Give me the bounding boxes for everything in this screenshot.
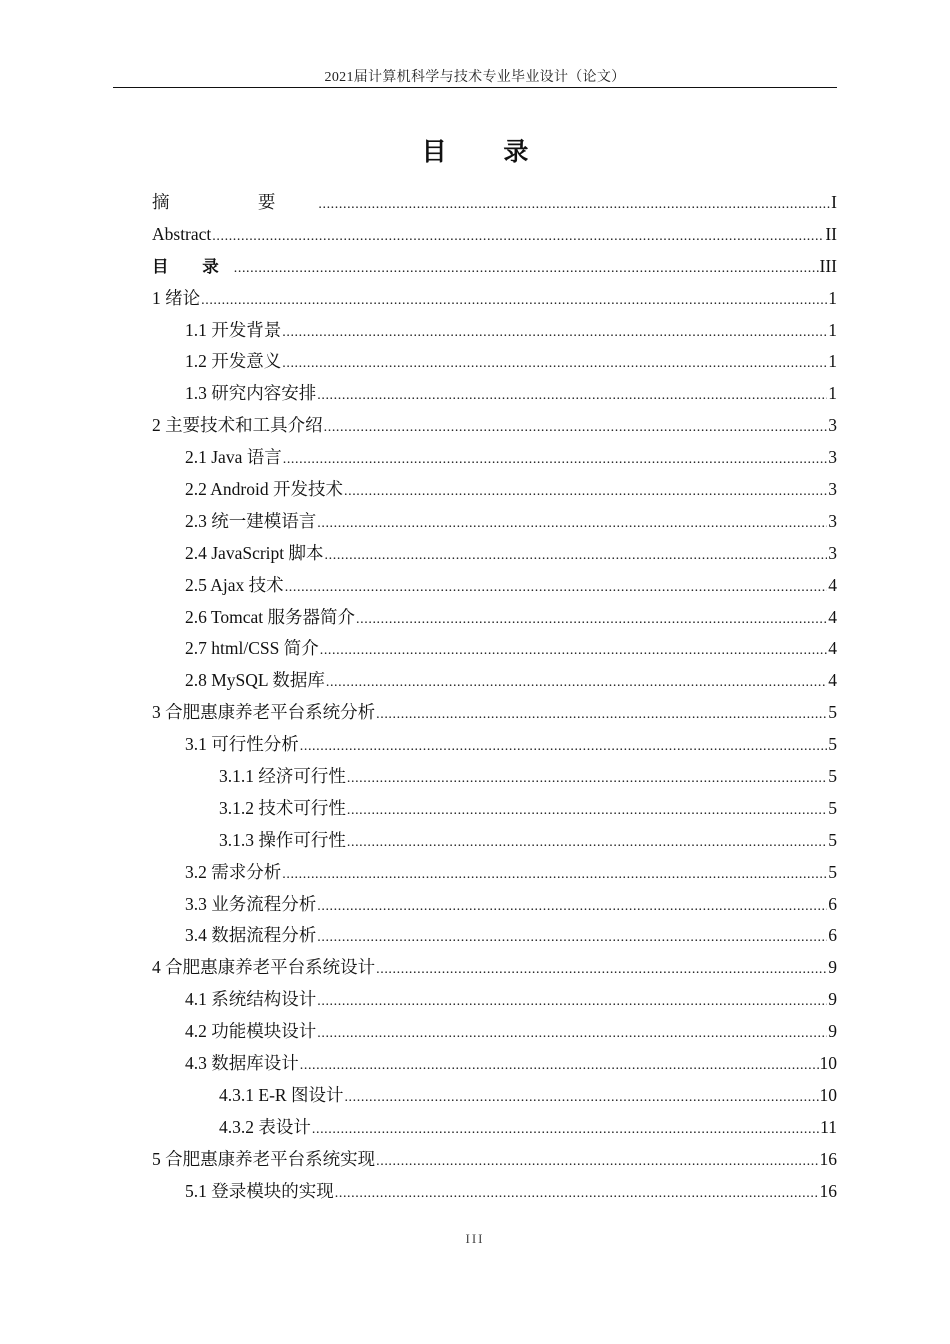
toc-entry-page: 4 bbox=[828, 606, 837, 627]
toc-dot-leader bbox=[285, 572, 828, 604]
page-title: 目 录 bbox=[421, 137, 553, 166]
toc-entry-page: 5 bbox=[828, 702, 837, 723]
toc-dot-leader bbox=[300, 1050, 819, 1082]
toc-entry[interactable] bbox=[152, 283, 837, 315]
toc-entry-page: 9 bbox=[828, 1021, 837, 1042]
toc-entry-page: 1 bbox=[828, 351, 837, 372]
toc-entry-label: 4.3 数据库设计 bbox=[185, 1053, 299, 1074]
toc-entry[interactable] bbox=[152, 729, 837, 761]
toc-dot-leader bbox=[376, 1146, 818, 1178]
toc-entry[interactable] bbox=[152, 889, 837, 921]
page-number: III bbox=[465, 1231, 485, 1246]
toc-entry[interactable] bbox=[152, 1048, 837, 1080]
toc-entry-page: 9 bbox=[828, 989, 837, 1010]
toc-entry[interactable] bbox=[152, 665, 837, 697]
toc-entry[interactable] bbox=[152, 1016, 837, 1048]
toc-dot-leader bbox=[356, 604, 827, 636]
toc-entry-label: 3.2 需求分析 bbox=[185, 861, 282, 882]
toc-entry-label: 1 绪论 bbox=[152, 287, 201, 308]
toc-entry[interactable] bbox=[152, 602, 837, 634]
toc-entry[interactable] bbox=[152, 697, 837, 729]
toc-entry-page: 1 bbox=[828, 383, 837, 404]
toc-dot-leader bbox=[212, 221, 824, 253]
toc-dot-leader bbox=[317, 986, 827, 1018]
toc-entry[interactable] bbox=[152, 474, 837, 506]
toc-entry[interactable] bbox=[152, 1080, 837, 1112]
toc-dot-leader bbox=[344, 476, 827, 508]
toc-entry-label: 2.5 Ajax 技术 bbox=[185, 574, 284, 595]
toc-entry[interactable] bbox=[152, 378, 837, 410]
toc-entry-page: 5 bbox=[828, 797, 837, 818]
toc-entry-label: 5.1 登录模块的实现 bbox=[185, 1180, 334, 1201]
toc-dot-leader bbox=[326, 667, 827, 699]
toc-dot-leader bbox=[317, 508, 827, 540]
toc-dot-leader bbox=[317, 1018, 827, 1050]
toc-dot-leader bbox=[324, 412, 828, 444]
toc-entry-label: 2.1 Java 语言 bbox=[185, 447, 282, 468]
toc-entry-page: 10 bbox=[819, 1053, 837, 1074]
toc-entry[interactable] bbox=[152, 1144, 837, 1176]
toc-entry-label: 1.2 开发意义 bbox=[185, 351, 282, 372]
toc-entry[interactable] bbox=[152, 761, 837, 793]
toc-dot-leader bbox=[312, 1114, 819, 1146]
toc-entry-label: 4 合肥惠康养老平台系统设计 bbox=[152, 957, 376, 978]
toc-entry-page: III bbox=[819, 255, 837, 276]
toc-entry-page: 9 bbox=[828, 957, 837, 978]
toc-entry-label: 1.3 研究内容安排 bbox=[185, 383, 317, 404]
toc-dot-leader bbox=[318, 189, 830, 221]
toc-dot-leader bbox=[317, 891, 827, 923]
toc-entry-label: 2.6 Tomcat 服务器简介 bbox=[185, 606, 356, 627]
toc-entry-page: 5 bbox=[828, 861, 837, 882]
toc-entry[interactable] bbox=[152, 187, 837, 219]
toc-entry-page: 3 bbox=[828, 542, 837, 563]
toc-entry-label: 3 合肥惠康养老平台系统分析 bbox=[152, 702, 376, 723]
toc-dot-leader bbox=[347, 795, 827, 827]
toc-entry[interactable] bbox=[152, 219, 837, 251]
toc-dot-leader bbox=[282, 859, 827, 891]
toc-entry-page: 5 bbox=[828, 829, 837, 850]
toc-entry-page: 3 bbox=[828, 479, 837, 500]
toc-entry[interactable] bbox=[152, 857, 837, 889]
toc-entry-page: I bbox=[831, 192, 837, 212]
toc-entry[interactable] bbox=[152, 920, 837, 952]
toc-entry[interactable] bbox=[152, 506, 837, 538]
toc-entry-page: II bbox=[825, 223, 837, 244]
toc-entry-label: 4.2 功能模块设计 bbox=[185, 1021, 317, 1042]
toc-entry-page: 4 bbox=[828, 574, 837, 595]
toc-entry[interactable] bbox=[152, 442, 837, 474]
toc-entry-label: 2.8 MySQL 数据库 bbox=[185, 670, 325, 691]
toc-entry-page: 5 bbox=[828, 766, 837, 787]
toc-entry-page: 4 bbox=[828, 670, 837, 691]
toc-entry-label: 3.1.3 操作可行性 bbox=[219, 829, 346, 850]
toc-entry[interactable] bbox=[152, 315, 837, 347]
toc-entry-page: 6 bbox=[828, 925, 837, 946]
toc-entry[interactable] bbox=[152, 1176, 837, 1208]
toc-entry-label: 3.1.1 经济可行性 bbox=[219, 766, 346, 787]
toc-entry-label: 2.2 Android 开发技术 bbox=[185, 479, 343, 500]
toc-dot-leader bbox=[282, 348, 827, 380]
toc-entry-label: 3.3 业务流程分析 bbox=[185, 893, 317, 914]
toc-entry-label: 摘 要 bbox=[152, 192, 318, 212]
toc-dot-leader bbox=[347, 827, 827, 859]
toc-dot-leader bbox=[344, 1082, 818, 1114]
toc-entry[interactable] bbox=[152, 793, 837, 825]
toc-dot-leader bbox=[320, 635, 828, 667]
toc-entry-page: 3 bbox=[828, 415, 837, 436]
toc-dot-leader bbox=[376, 954, 827, 986]
toc-dot-leader bbox=[317, 922, 827, 954]
toc-dot-leader bbox=[347, 763, 827, 795]
toc-entry-label: Abstract bbox=[152, 223, 212, 244]
toc-entry[interactable] bbox=[152, 346, 837, 378]
toc-entry-label: 目 录 bbox=[152, 256, 233, 276]
toc-entry-page: 11 bbox=[820, 1116, 837, 1137]
toc-entry-label: 3.1.2 技术可行性 bbox=[219, 797, 346, 818]
toc-dot-leader bbox=[376, 699, 827, 731]
toc-entry[interactable] bbox=[152, 825, 837, 857]
toc-dot-leader bbox=[300, 731, 828, 763]
toc-entry-label: 4.3.2 表设计 bbox=[219, 1116, 311, 1137]
toc-entry-label: 2.7 html/CSS 简介 bbox=[185, 638, 319, 659]
toc-entry-label: 3.4 数据流程分析 bbox=[185, 925, 317, 946]
toc-entry-label: 2.3 统一建模语言 bbox=[185, 510, 317, 531]
toc-entry-page: 4 bbox=[828, 638, 837, 659]
table-of-contents bbox=[152, 187, 837, 1208]
toc-entry-page: 1 bbox=[828, 287, 837, 308]
toc-entry-page: 16 bbox=[819, 1148, 837, 1169]
toc-entry[interactable] bbox=[152, 633, 837, 665]
running-header: 2021届计算机科学与技术专业毕业设计（论文） bbox=[324, 70, 626, 85]
toc-dot-leader bbox=[282, 317, 827, 349]
toc-entry[interactable] bbox=[152, 984, 837, 1016]
toc-dot-leader bbox=[317, 380, 827, 412]
toc-entry-page: 1 bbox=[828, 319, 837, 340]
toc-entry-label: 4.3.1 E-R 图设计 bbox=[219, 1084, 344, 1105]
toc-entry-page: 3 bbox=[828, 447, 837, 468]
toc-entry-label: 2 主要技术和工具介绍 bbox=[152, 415, 323, 436]
toc-dot-leader bbox=[335, 1178, 819, 1210]
toc-entry-page: 5 bbox=[828, 734, 837, 755]
toc-entry-label: 4.1 系统结构设计 bbox=[185, 989, 317, 1010]
toc-entry-page: 3 bbox=[828, 510, 837, 531]
toc-entry[interactable] bbox=[152, 1112, 837, 1144]
toc-entry-label: 1.1 开发背景 bbox=[185, 319, 282, 340]
toc-entry[interactable] bbox=[152, 570, 837, 602]
toc-entry-page: 10 bbox=[819, 1084, 837, 1105]
header-rule bbox=[113, 87, 837, 88]
toc-dot-leader bbox=[325, 540, 828, 572]
toc-dot-leader bbox=[234, 253, 819, 285]
toc-entry-label: 3.1 可行性分析 bbox=[185, 734, 299, 755]
toc-entry-label: 5 合肥惠康养老平台系统实现 bbox=[152, 1148, 376, 1169]
toc-entry[interactable] bbox=[152, 538, 837, 570]
toc-dot-leader bbox=[283, 444, 828, 476]
toc-entry-page: 16 bbox=[819, 1180, 837, 1201]
toc-entry[interactable] bbox=[152, 410, 837, 442]
toc-dot-leader bbox=[201, 285, 827, 317]
toc-entry[interactable] bbox=[152, 952, 837, 984]
toc-entry-label: 2.4 JavaScript 脚本 bbox=[185, 542, 324, 563]
toc-entry[interactable] bbox=[152, 251, 837, 283]
toc-entry-page: 6 bbox=[828, 893, 837, 914]
